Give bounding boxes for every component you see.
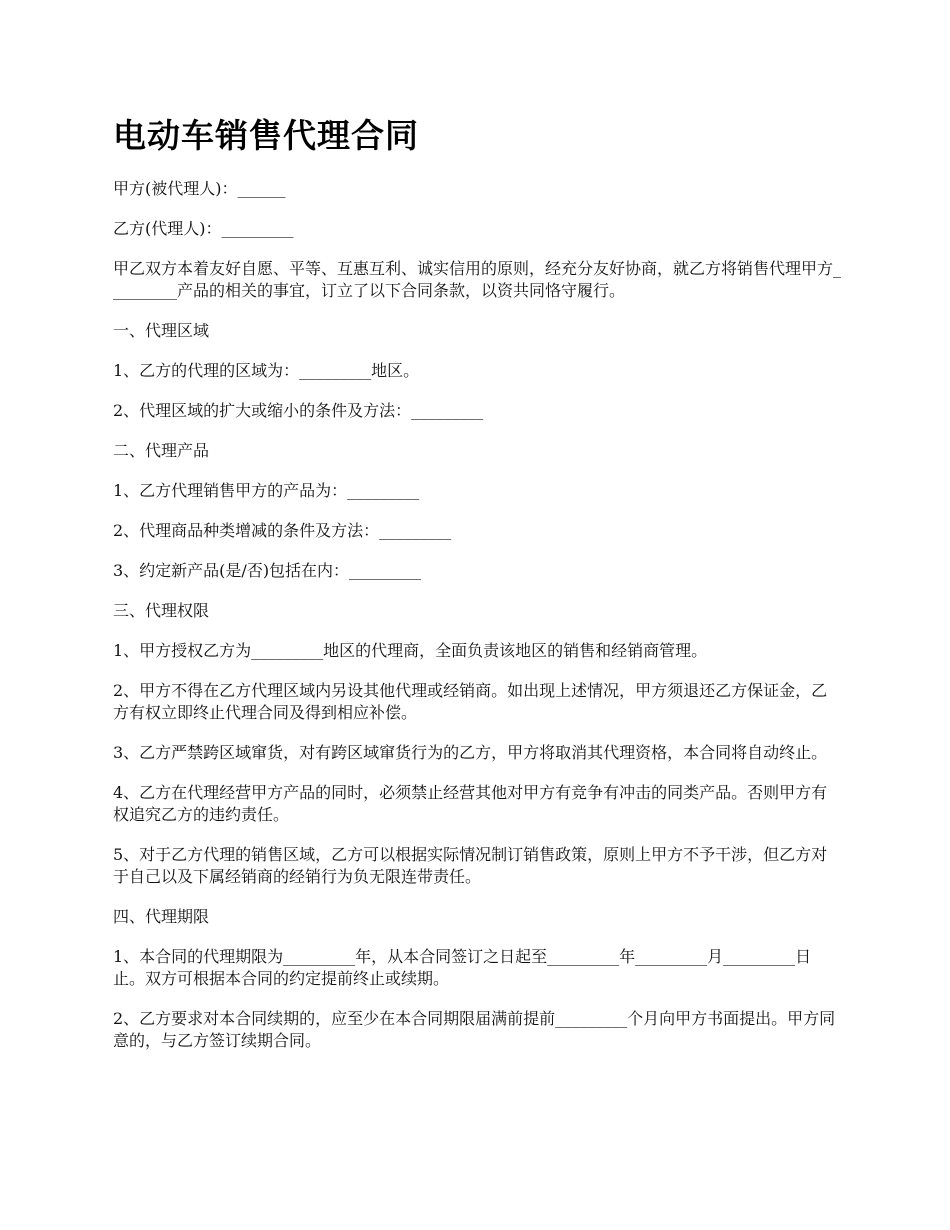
document-body [113,112,843,1070]
clause-authority-3: 3、乙方严禁跨区域窜货，对有跨区域窜货行为的乙方，甲方将取消其代理资格，本合同将自动终止。 [113,743,828,762]
clause-term-2: 2、乙方要求对本合同续期的，应至少在本合同期限届满前提前_________个月向甲方书面提出。甲方同意的，与乙方签订续期合同。 [113,1009,836,1050]
clause-authority-1: 1、甲方授权乙方为_________地区的代理商，全面负责该地区的销售和经销商管理。 [113,641,708,660]
clause-authority-5: 5、对于乙方代理的销售区域，乙方可以根据实际情况制订销售政策，原则上甲方不予干涉，但乙方对于自己以及下属经销商的经销行为负无限连带责任。 [113,845,828,886]
clause-term-1: 1、本合同的代理期限为_________年，从本合同签订之日起至_________年_________月_________日止。双方可根据本合同的约定提前终止或续期。 [113,947,812,988]
clause-area-2: 2、代理区域的扩大或缩小的条件及方法：_________ [113,401,484,420]
section-heading-term: 四、代理期限 [113,907,210,926]
party-b-line: 乙方(代理人)：_________ [113,219,294,238]
clause-products-2: 2、代理商品种类增减的条件及方法：_________ [113,521,452,540]
document-title: 电动车销售代理合同 [113,116,419,155]
section-heading-authority: 三、代理权限 [113,601,210,620]
clause-products-1: 1、乙方代理销售甲方的产品为：_________ [113,481,420,500]
party-a-line: 甲方(被代理人)：______ [113,179,286,198]
preamble-paragraph: 甲乙双方本着友好自愿、平等、互惠互利、诚实信用的原则，经充分友好协商，就乙方将销售代理甲方_________产品的相关的事宜，订立了以下合同条款，以资共同恪守履行。 [113,259,842,300]
clause-authority-2: 2、甲方不得在乙方代理区域内另设其他代理或经销商。如出现上述情况，甲方须退还乙方保证金，乙方有权立即终止代理合同及得到相应补偿。 [113,681,828,722]
section-heading-products: 二、代理产品 [113,441,210,460]
clause-authority-4: 4、乙方在代理经营甲方产品的同时，必须禁止经营其他对甲方有竞争有冲击的同类产品。否则甲方有权追究乙方的违约责任。 [113,783,828,824]
clause-products-3: 3、约定新产品(是/否)包括在内：_________ [113,561,422,580]
section-heading-area: 一、代理区域 [113,321,210,340]
clause-area-1: 1、乙方的代理的区域为：_________地区。 [113,361,420,380]
